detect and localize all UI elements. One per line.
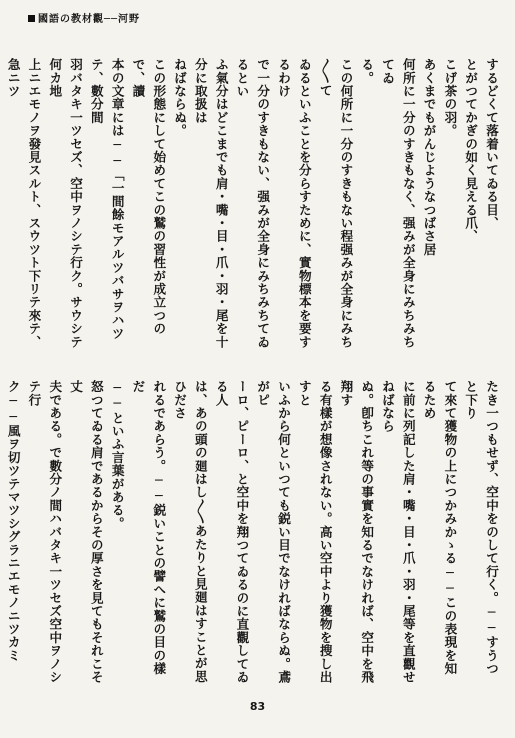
text-line: 何所に一分のすきもなく、强みが全身にみちみちてゐ xyxy=(380,58,416,349)
text-line: て來て獲物の上につかみかゝる──この表現を知るため xyxy=(421,380,458,676)
text-line: ──といふ言葉がある。 xyxy=(109,380,125,530)
text-line: ぬ。卽ちこれ等の事實を知るでなければ、空中を飛翔す xyxy=(338,380,375,684)
text-line: 怒つてゐる肩であるからその厚さを見てもそれこそ丈 xyxy=(68,380,104,684)
text-line: ねばならぬ。 xyxy=(172,58,188,138)
page-number: 83 xyxy=(249,700,266,713)
text-line: る有樣が想像されない。高い空中より獲物を搜し出すと xyxy=(296,380,333,684)
text-line: れるであらう。──鋭いことの譬へに鷲の目の樣だ xyxy=(130,380,167,676)
text-line: は、あの頭の廻はし〱あたりと見廻はすことが思ひださ xyxy=(172,380,208,683)
text-line: 本の文章には──「一間餘モアルツバサヲハツテ、數分間 xyxy=(88,58,125,340)
header-title: 國語の教材觀 xyxy=(38,14,104,25)
top-text-block xyxy=(0,58,501,358)
text-line: たき一つもせず、空中をのして行く。──すうつと下り xyxy=(463,380,499,676)
bottom-text-block xyxy=(0,380,501,688)
text-line: あくまでもがんじようなつばさ居 xyxy=(421,58,437,256)
text-line: この形態にして始めてこの鷲の習性が成立つので、讀 xyxy=(130,58,167,336)
text-line: に前に列記した肩・嘴・目・爪・羽・尾等を直觀せねばなら xyxy=(380,380,416,684)
header-author: ──河野 xyxy=(104,14,141,25)
text-line: ふ氣分はどこまでも肩・嘴・目・爪・羽・尾を十分に取扱は xyxy=(192,58,229,349)
text-line: こげ茶の羽。 xyxy=(442,58,458,138)
text-line: 夫である。で數分ノ間ハバタキ一ツセズ空中ヲノシテ行 xyxy=(26,380,63,684)
text-line: いふから何といつても鋭い目でなければならぬ。鳶がピ xyxy=(255,380,292,684)
text-line: ーロ、ピーロ、と空中を翔つてゐるのに直觀してゐる人 xyxy=(213,380,250,684)
text-line: この何所に一分のすきもない程强みが全身にみち〱て xyxy=(317,58,354,349)
text-line: る。 xyxy=(359,58,375,85)
header-mark xyxy=(28,15,35,22)
running-header xyxy=(28,10,140,25)
text-line: するどくて落着いてゐる目、 xyxy=(484,58,499,230)
text-line xyxy=(0,58,2,358)
text-line: 羽バタキ一ツセズ、空中ヲノシテ行ク。サウシテ何カ地 xyxy=(47,58,84,349)
text-line: で一分のすきもない、强みが全身にみちみちてゐるとい xyxy=(234,58,271,349)
text-line: ゐるといふことを分らすために、實物標本を要するわけ xyxy=(276,58,312,349)
text-line: 上ニエモノヲ發見スルト、スウツト下リテ來テ、急ニツ xyxy=(5,58,42,349)
text-line: とがつてかぎの如く見える爪、 xyxy=(463,58,479,243)
text-line: ク──風ヲ切ツテマツシグラニエモノニツカミ xyxy=(5,380,21,662)
